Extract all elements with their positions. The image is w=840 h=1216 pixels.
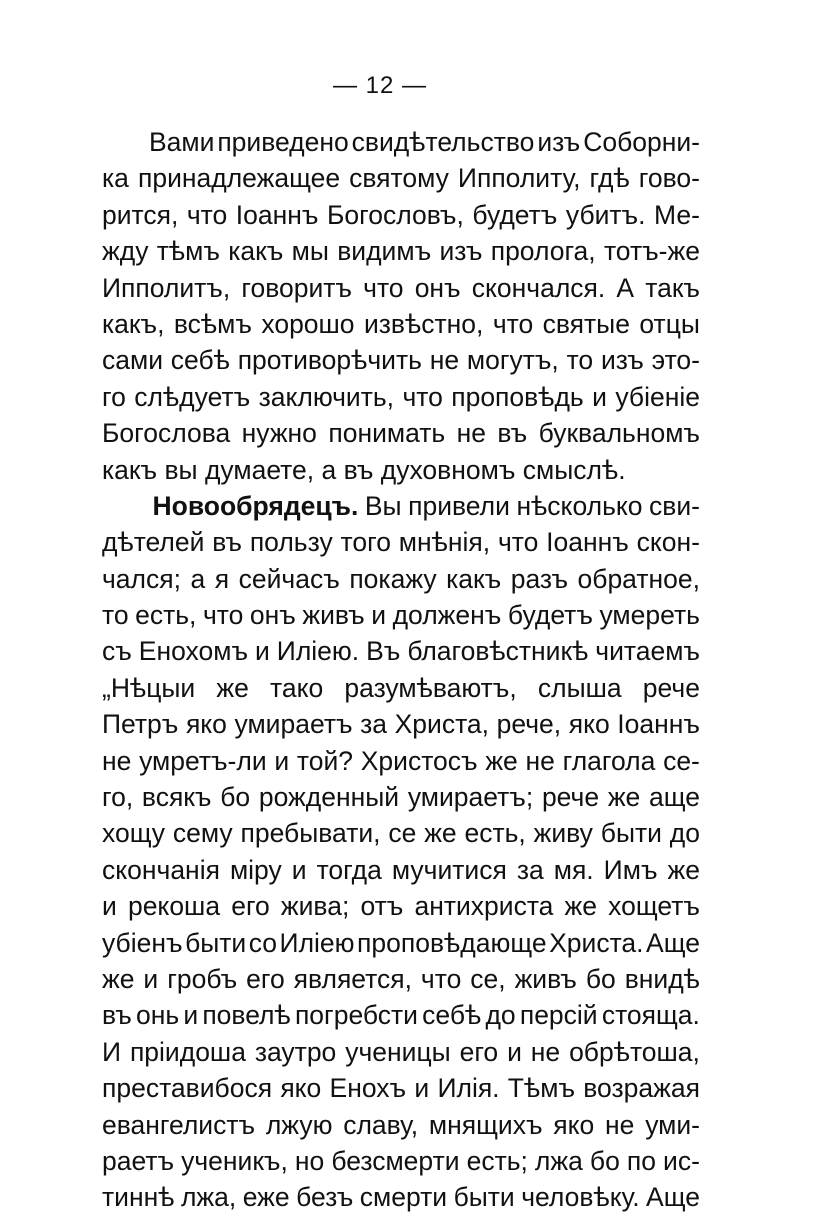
paragraph (102, 124, 700, 488)
text-line: не умретъ-ли и той? Христосъ же не глагола се- (102, 745, 700, 776)
text-line: го, всякъ бо рожденный умираетъ; рече же аще (102, 782, 700, 813)
text-line: тиннѣ лжа, еже безъ смерти быти человѣку. Аще (102, 1182, 700, 1213)
text-line: какъ, всѣмъ хорошо извѣстно, что святые отцы (102, 308, 700, 339)
text-line: хощу сему пребывати, се же есть, живу быти до (102, 818, 700, 849)
body-text (102, 124, 700, 1216)
text-line: го слѣдуетъ заключить, что проповѣдь и убіеніе (102, 381, 700, 412)
page-number: — 12 — (332, 72, 428, 99)
text-line: Вами приведено свидѣтельство изъ Соборни- (148, 127, 700, 157)
text-line: сами себѣ противорѣчить не могутъ, то изъ это- (102, 345, 700, 376)
text-line: дѣтелей въ пользу того мнѣнія, что Іоаннъ скон- (102, 527, 700, 558)
text-line: и рекоша его жива; отъ антихриста же хощетъ (102, 891, 700, 922)
text-line: скончанія міру и тогда мучитися за мя. Имъ же (102, 854, 700, 885)
text-line: Новообрядецъ. Вы привели нѣсколько сви- (152, 490, 700, 521)
text-line: въ онь и повелѣ погребсти себѣ до персій стояща. (102, 1000, 700, 1031)
text-line: убіенъ быти со Иліею проповѣдающе Христа. Аще (102, 927, 700, 958)
text-line: преставибося яко Енохъ и Илія. Тѣмъ возражая (102, 1073, 700, 1104)
text-line: рится, что Іоаннъ Богословъ, будетъ убитъ. Ме- (102, 199, 700, 230)
text-line: „Нѣцыи же тако разумѣваютъ, слыша рече (102, 672, 700, 703)
text-line: Богослова нужно понимать не въ буквальномъ (102, 418, 700, 449)
text-line: чался; а я сейчасъ покажу какъ разъ обратное, (102, 563, 700, 594)
text-line: евангелистъ лжую славу, мнящихъ яко не уми- (102, 1109, 700, 1140)
text-line: то есть, что онъ живъ и долженъ будетъ умереть (102, 600, 700, 631)
text-line: ка принадлежащее святому Ипполиту, гдѣ гово- (102, 163, 700, 194)
text-line: же и гробъ его является, что се, живъ бо внидѣ (102, 963, 700, 994)
paragraph (102, 488, 700, 1216)
text-line: раетъ ученикъ, но безсмерти есть; лжа бо по ис- (102, 1145, 700, 1176)
text-line: И пріидоша заутро ученицы его и не обрѣтоша, (102, 1036, 700, 1067)
text-line: Петръ яко умираетъ за Христа, рече, яко Іоаннъ (102, 709, 700, 740)
text-line: Ипполитъ, говоритъ что онъ скончался. А такъ (102, 272, 700, 303)
text-line: съ Енохомъ и Иліею. Въ благовѣстникѣ читаемъ (102, 636, 700, 667)
text-line: жду тѣмъ какъ мы видимъ изъ пролога, тотъ-же (102, 236, 700, 267)
text-line: какъ вы думаете, а въ духовномъ смыслѣ. (102, 454, 626, 485)
